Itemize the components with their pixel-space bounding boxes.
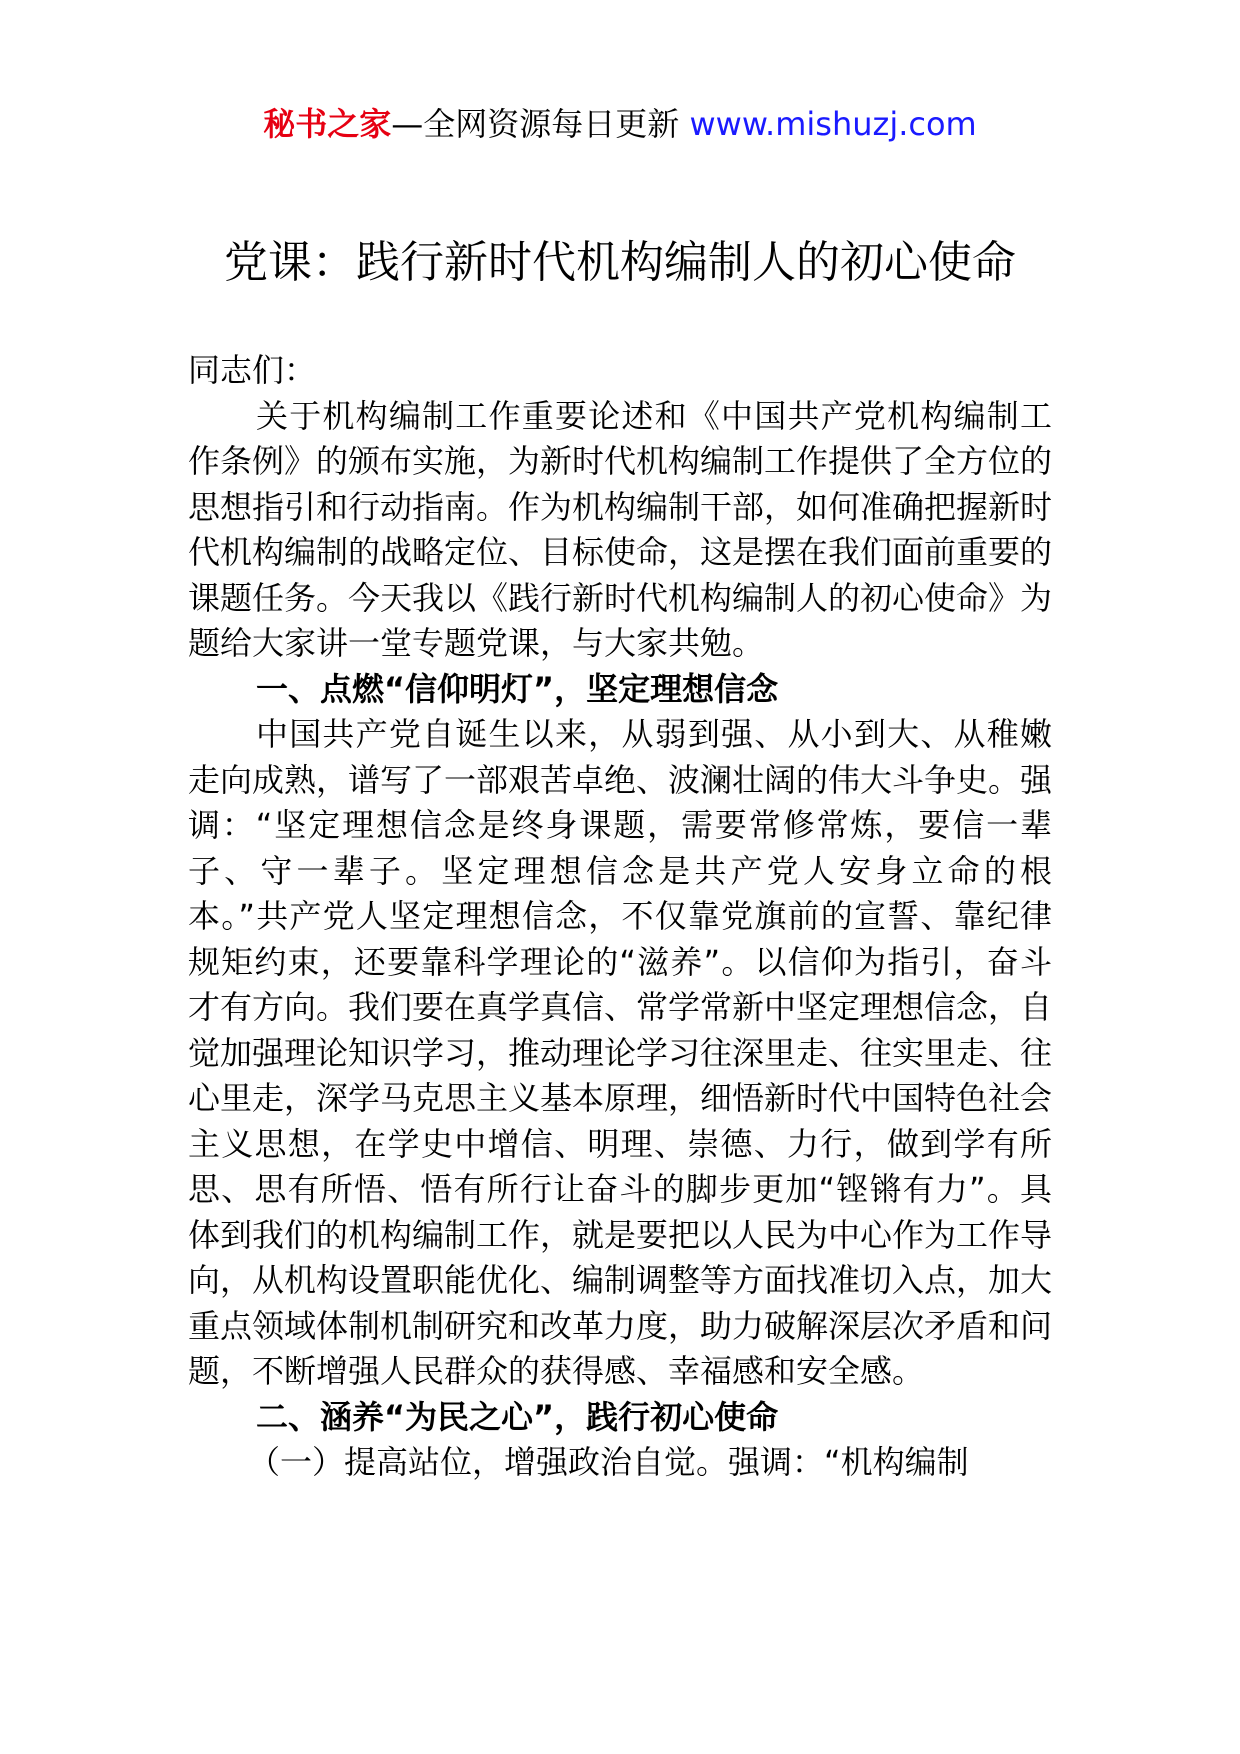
subsection-paragraph: （一）提高站位，增强政治自觉。强调：“机构编制 (248, 1443, 969, 1481)
salutation: 同志们： (188, 351, 317, 389)
intro-paragraph: 关于机构编制工作重要论述和《中国共产党机构编制工作条例》的颁布实施，为新时代机构编制工作提供了全方位的思想指引和行动指南。作为机构编制干部，如何准确把握新时代机构编制的战略定位、目标使命，这是摆在我们面前重要的课题任务。今天我以《践行新时代机构编制人的初心使命》为题给大家讲一堂专题党课，与大家共勉。 (188, 396, 1053, 662)
brand-name: 秘书之家 (263, 105, 392, 143)
section-heading-2: 二、涵养“为民之心”，践行初心使命 (256, 1397, 779, 1436)
document-title: 党课：践行新时代机构编制人的初心使命 (224, 237, 1016, 288)
header-slogan: —全网资源每日更新 (391, 105, 690, 143)
watermark-header (0, 96, 1240, 152)
document-body (188, 348, 1052, 1486)
section-1-paragraph: 中国共产党自诞生以来，从弱到强、从小到大、从稚嫩走向成熟，谱写了一部艰苦卓绝、波澜壮阔的伟大斗争史。强调：“坚定理想信念是终身课题，需要常修常炼，要信一辈子、守一辈子。坚定理想信念是共产党人安身立命的根本。”共产党人坚定理想信念，不仅靠党旗前的宣誓、靠纪律规矩约束，还要靠科学理论的“滋养”。以信仰为指引，奋斗才有方向。我们要在真学真信、常学常新中坚定理想信念，自觉加强理论知识学习，推动理论学习往深里走、往实里走、往心里走，深学马克思主义基本原理，细悟新时代中国特色社会主义思想，在学史中增信、明理、崇德、力行，做到学有所思、思有所悟、悟有所行让奋斗的脚步更加“铿锵有力”。具体到我们的机构编制工作，就是要把以人民为中心作为工作导向，从机构设置职能优化、编制调整等方面找准切入点，加大重点领域体制机制研究和改革力度，助力破解深层次矛盾和问题，不断增强人民群众的获得感、幸福感和安全感。 (188, 715, 1053, 1390)
section-heading-1: 一、点燃“信仰明灯”，坚定理想信念 (256, 669, 779, 708)
website-url[interactable]: www.mishuzj.com (689, 105, 977, 143)
